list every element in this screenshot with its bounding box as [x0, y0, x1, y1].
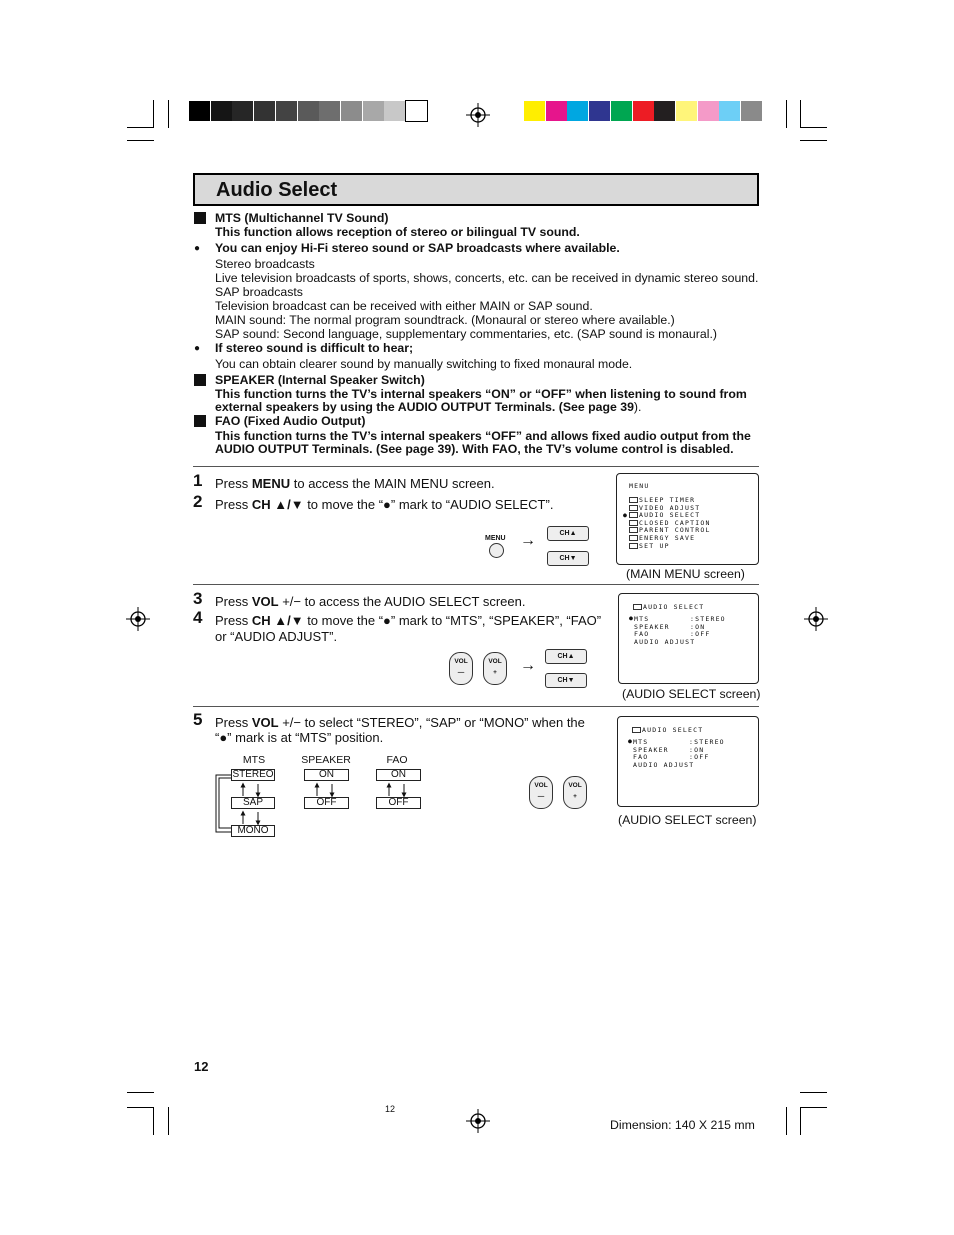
mts-desc: This function allows reception of stereo or bilingual TV sound.	[215, 225, 580, 239]
audio-select-screen	[617, 716, 759, 807]
step-text: Press	[215, 715, 252, 730]
vol-plus-button[interactable]	[563, 776, 587, 809]
audio-labels: MTS SPEAKER FAO AUDIO ADJUST	[633, 738, 695, 769]
fao-line: AUDIO OUTPUT Terminals. (See page 39). With FAO, the TV’s volume control is disabled.	[215, 442, 734, 456]
color-swatch	[254, 101, 275, 121]
speaker-line2-end: ).	[633, 400, 642, 414]
vol-plus-button[interactable]	[483, 652, 507, 685]
color-swatch	[633, 101, 654, 121]
step-text: +/− to access the AUDIO SELECT screen.	[278, 594, 526, 609]
fao-heading: FAO (Fixed Audio Output)	[215, 414, 366, 428]
menu-item-icon	[629, 535, 638, 541]
mts-line: Live television broadcasts of sports, shows, concerts, etc. can be received in dynamic stereo sound.	[215, 271, 759, 285]
step-text: Press	[215, 497, 252, 512]
step-number: 2	[193, 492, 203, 511]
mts-line: Television broadcast can be received with either MAIN or SAP sound.	[215, 299, 593, 313]
step-number: 1	[193, 471, 203, 490]
audio-header: AUDIO SELECT	[632, 727, 703, 735]
audio-values: :STEREO :ON :OFF	[690, 615, 726, 639]
color-swatch	[189, 101, 210, 121]
step-5-cont: “●” mark is at “MTS” position.	[215, 730, 384, 745]
section-bullet-icon	[194, 374, 206, 386]
page-number: 12	[194, 1059, 209, 1074]
menu-item: SLEEP TIMER	[629, 497, 711, 505]
mts-bullet2-text: You can obtain clearer sound by manually switching to fixed monaural mode.	[215, 357, 633, 371]
step-1	[215, 476, 495, 492]
step-number: 3	[193, 589, 203, 608]
page-title: Audio Select	[216, 179, 338, 201]
diagram-label-fao: FAO	[386, 754, 408, 766]
menu-item-icon	[629, 520, 638, 526]
mts-line: MAIN sound: The normal program soundtrack. (Monaural or stereo where available.)	[215, 313, 675, 327]
minus-label: —	[537, 793, 545, 800]
bullet-dot-icon: ●	[194, 243, 201, 254]
color-swatch	[676, 101, 697, 121]
color-swatch	[211, 101, 232, 121]
registration-mark-icon	[126, 607, 150, 631]
arrow-right-icon: →	[520, 532, 536, 549]
step-key: CH ▲/▼	[251, 497, 304, 512]
menu-item: ENERGY SAVE	[629, 535, 711, 543]
step-text: to move the “●” mark to “MTS”, “SPEAKER”, “FAO”	[303, 613, 602, 628]
vol-minus-button[interactable]	[449, 652, 473, 685]
arrow-right-icon: →	[520, 657, 536, 674]
option-stereo: STEREO	[232, 769, 274, 780]
menu-item-icon	[629, 505, 638, 511]
audio-header: AUDIO SELECT	[633, 604, 704, 612]
step-text: +/− to select “STEREO”, “SAP” or “MONO” when the	[278, 715, 585, 730]
ch-down-button[interactable]: CH▼	[545, 673, 587, 688]
step-number: 4	[193, 608, 203, 627]
mts-bullet1: You can enjoy Hi-Fi stereo sound or SAP broadcasts where available.	[215, 241, 620, 255]
speaker-line	[215, 400, 641, 414]
vol-label: VOL	[488, 658, 502, 665]
step-number: 5	[193, 710, 203, 729]
mts-line: Stereo broadcasts	[215, 257, 315, 271]
audio-labels: MTS SPEAKER FAO AUDIO ADJUST	[634, 615, 696, 646]
dimension-note: Dimension: 140 X 215 mm	[610, 1118, 755, 1132]
option-fao-off: OFF	[376, 797, 421, 809]
menu-item: CLOSED CAPTION	[629, 520, 711, 528]
step-key: VOL	[251, 715, 279, 730]
screen-caption: (AUDIO SELECT screen)	[622, 687, 761, 701]
mts-heading: MTS (Multichannel TV Sound)	[215, 211, 389, 225]
speaker-line2: external speakers by using the AUDIO OUTPUT Terminals. (See page 39	[215, 400, 634, 414]
selector-dot-icon: ●	[623, 511, 629, 520]
step-2	[215, 497, 553, 513]
option-fao-on: ON	[376, 769, 421, 781]
audio-values: :STEREO :ON :OFF	[689, 738, 725, 762]
menu-item-icon	[629, 527, 638, 533]
color-swatch	[406, 101, 427, 121]
selector-dot-icon: ●	[629, 614, 635, 622]
step-5	[215, 715, 585, 731]
step-3	[215, 594, 525, 610]
menu-item: VIDEO ADJUST	[629, 505, 711, 513]
speaker-line: This function turns the TV’s internal speakers “ON” or “OFF” when listening to sound from	[215, 387, 747, 401]
color-swatch	[276, 101, 297, 121]
bullet-dot-icon: ●	[194, 343, 201, 354]
screen-caption: (AUDIO SELECT screen)	[618, 813, 757, 827]
plus-label: +	[493, 669, 497, 676]
registration-mark-icon	[804, 607, 828, 631]
speaker-heading: SPEAKER (Internal Speaker Switch)	[215, 373, 425, 387]
title-bar	[193, 173, 759, 206]
color-swatch	[341, 101, 362, 121]
color-swatch	[611, 101, 632, 121]
color-swatch	[698, 101, 719, 121]
screen-caption: (MAIN MENU screen)	[626, 567, 745, 581]
section-bullet-icon	[194, 415, 206, 427]
plus-label: +	[573, 793, 577, 800]
menu-item: SET UP	[629, 543, 711, 551]
menu-item: PARENT CONTROL	[629, 527, 711, 535]
audio-icon	[632, 727, 641, 733]
step-key: MENU	[251, 476, 291, 491]
registration-mark-icon	[466, 103, 490, 127]
mts-line: SAP broadcasts	[215, 285, 303, 299]
registration-mark-icon	[466, 1109, 490, 1133]
fao-line: This function turns the TV’s internal speakers “OFF” and allows fixed audio output from the	[215, 429, 751, 443]
step-4	[215, 613, 601, 629]
color-swatch	[363, 101, 384, 121]
audio-icon	[633, 604, 642, 610]
color-swatch	[589, 101, 610, 121]
option-speaker-on: ON	[304, 769, 349, 781]
step-text: Press	[215, 476, 252, 491]
vol-label: VOL	[534, 782, 548, 789]
mts-bullet2: If stereo sound is difficult to hear;	[215, 341, 414, 355]
diagram-label-speaker: SPEAKER	[301, 754, 351, 766]
divider	[193, 466, 759, 467]
main-menu-screen	[616, 473, 759, 565]
color-swatch	[546, 101, 567, 121]
menu-button[interactable]	[489, 543, 504, 558]
cycle-arrows-icon	[210, 770, 430, 840]
divider	[193, 706, 759, 707]
audio-select-screen	[618, 593, 759, 684]
step-key: VOL	[251, 594, 279, 609]
color-swatch	[319, 101, 340, 121]
menu-item-icon	[629, 543, 638, 549]
step-text: to access the MAIN MENU screen.	[290, 476, 495, 491]
menu-button-label: MENU	[485, 535, 506, 542]
step-text: to move the “●” mark to “AUDIO SELECT”.	[303, 497, 554, 512]
vol-label: VOL	[454, 658, 468, 665]
color-swatch	[298, 101, 319, 121]
menu-header: MENU	[629, 482, 650, 490]
color-swatch	[719, 101, 740, 121]
ch-up-button[interactable]: CH▲	[547, 526, 589, 541]
section-bullet-icon	[194, 212, 206, 224]
step-text: Press	[215, 613, 252, 628]
diagram-label-mts: MTS	[242, 754, 266, 766]
vol-label: VOL	[568, 782, 582, 789]
color-swatch	[384, 101, 405, 121]
menu-item: ● AUDIO SELECT	[623, 511, 701, 520]
color-swatch	[232, 101, 253, 121]
option-sap: SAP	[231, 797, 275, 809]
small-page-number: 12	[385, 1104, 396, 1114]
color-swatch	[741, 101, 762, 121]
mts-line: SAP sound: Second language, supplementary commentaries, etc. (SAP sound is monaural.)	[215, 327, 717, 341]
divider	[193, 584, 759, 585]
menu-items	[623, 496, 711, 550]
color-swatch	[654, 101, 675, 121]
step-4-cont: or “AUDIO ADJUST”.	[215, 629, 338, 644]
step-key: CH ▲/▼	[251, 613, 304, 628]
selector-dot-icon: ●	[628, 737, 634, 745]
step-text: Press	[215, 594, 252, 609]
minus-label: —	[457, 669, 465, 676]
color-swatch	[567, 101, 588, 121]
ch-up-button[interactable]: CH▲	[545, 649, 587, 664]
menu-item-icon	[629, 512, 638, 518]
option-mono: MONO	[231, 825, 275, 837]
menu-item-icon	[629, 497, 638, 503]
ch-down-button[interactable]: CH▼	[547, 551, 589, 566]
option-speaker-off: OFF	[304, 797, 349, 809]
color-swatch	[524, 101, 545, 121]
vol-minus-button[interactable]	[529, 776, 553, 809]
